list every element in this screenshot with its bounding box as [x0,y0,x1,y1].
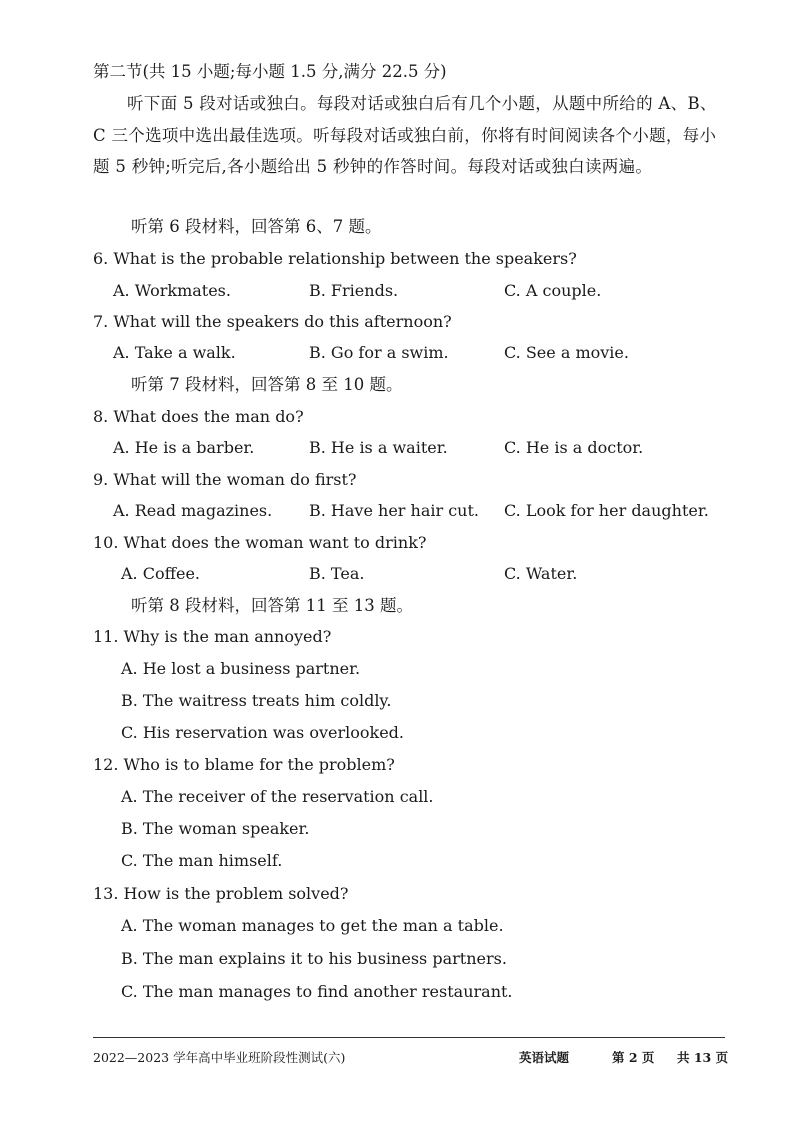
footer-total-pages: 共 13 页 [677,1050,729,1065]
question-11-option-b: B. The waitress treats him coldly. [121,691,392,710]
group-8-heading: 听第 8 段材料，回答第 11 至 13 题。 [131,596,413,615]
question-13-option-c: C. The man manages to find another restaurant. [121,982,513,1001]
question-12-option-b: B. The woman speaker. [121,819,310,838]
footer-subject: 英语试题 [519,1050,570,1065]
group-6-heading: 听第 6 段材料，回答第 6、7 题。 [131,217,382,236]
question-6-option-b: B. Friends. [309,281,399,300]
question-7-option-b: B. Go for a swim. [309,343,449,362]
question-9-option-a: A. Read magazines. [113,501,273,520]
question-12-option-a: A. The receiver of the reservation call. [121,787,434,806]
question-9-stem: 9. What will the woman do first? [93,470,357,489]
question-10-option-b: B. Tea. [309,564,365,583]
question-12-option-c: C. The man himself. [121,851,283,870]
question-12-stem: 12. Who is to blame for the problem? [93,755,395,774]
instructions-text: 听下面 5 段对话或独白。每段对话或独白后有几个小题，从题中所给的 A、B、C 三个选项中选出最佳选项。听每段对话或独白前，你将有时间阅读各个小题，每小题 5 秒钟;听完后,各小题给出 5 秒钟的作答时间。每段对话或独白读两遍。 [93,94,717,176]
question-8-stem: 8. What does the man do? [93,407,304,426]
question-10-stem: 10. What does the woman want to drink? [93,533,427,552]
question-6-stem: 6. What is the probable relationship between the speakers? [93,249,577,268]
question-13-option-a: A. The woman manages to get the man a table. [121,916,504,935]
group-7-heading: 听第 7 段材料，回答第 8 至 10 题。 [131,375,403,394]
question-8-option-c: C. He is a doctor. [504,438,644,457]
question-11-option-a: A. He lost a business partner. [121,659,361,678]
question-6-option-c: C. A couple. [504,281,602,300]
question-6-option-a: A. Workmates. [113,281,231,300]
question-10-option-c: C. Water. [504,564,578,583]
question-7-option-a: A. Take a walk. [113,343,236,362]
question-8-option-b: B. He is a waiter. [309,438,448,457]
section-title: 第二节(共 15 小题;每小题 1.5 分,满分 22.5 分) [93,62,447,81]
footer-divider [93,1037,725,1038]
footer-exam-title: 2022—2023 学年高中毕业班阶段性测试(六) [93,1050,346,1065]
question-11-stem: 11. Why is the man annoyed? [93,627,332,646]
question-10-option-a: A. Coffee. [121,564,200,583]
question-13-stem: 13. How is the problem solved? [93,884,349,903]
question-11-option-c: C. His reservation was overlooked. [121,723,404,742]
question-9-option-c: C. Look for her daughter. [504,501,709,520]
question-7-option-c: C. See a movie. [504,343,629,362]
question-9-option-b: B. Have her hair cut. [309,501,479,520]
section-instructions [93,88,723,183]
footer-page-number: 第 2 页 [612,1050,655,1065]
question-8-option-a: A. He is a barber. [113,438,255,457]
question-7-stem: 7. What will the speakers do this afternoon? [93,312,452,331]
question-13-option-b: B. The man explains it to his business partners. [121,949,507,968]
